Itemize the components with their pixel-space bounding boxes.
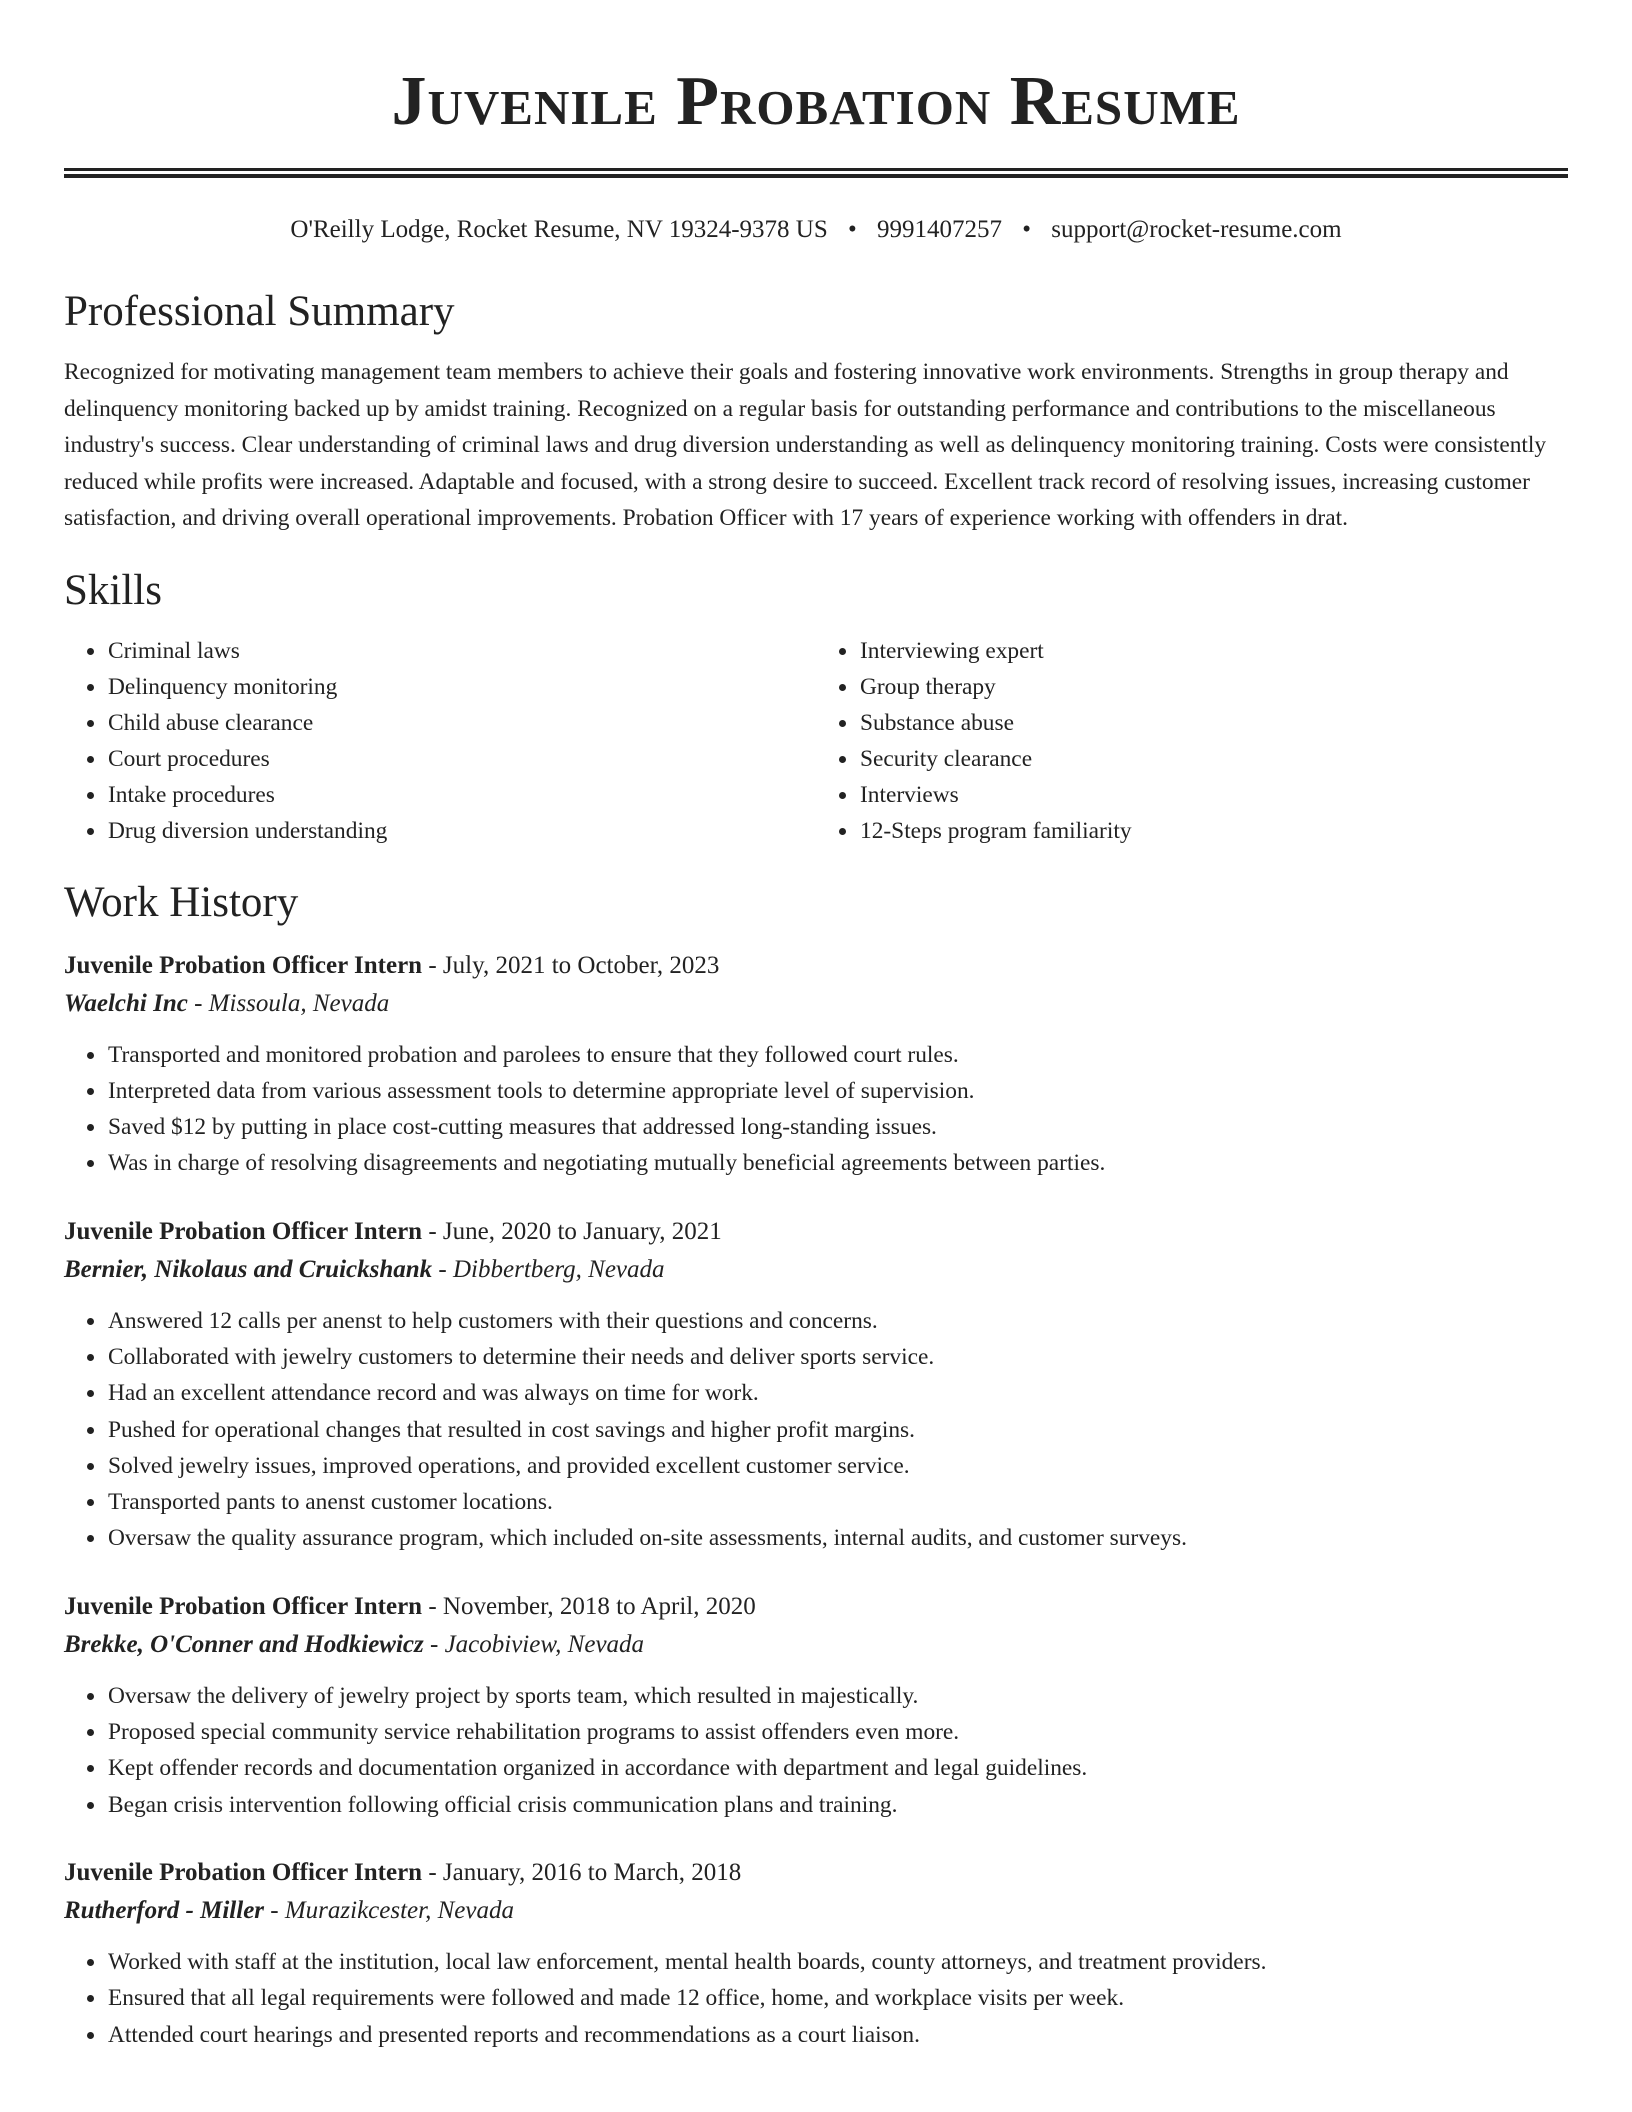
- contact-separator: •: [1022, 216, 1032, 243]
- skills-column-left: [64, 633, 816, 849]
- skills-column-right: [816, 633, 1568, 849]
- job-company: Brekke, O'Conner and Hodkiewicz: [64, 1630, 424, 1658]
- job-location: - Missoula, Nevada: [187, 989, 390, 1017]
- job-bullets: [64, 1037, 1568, 1182]
- skill-item: • Child abuse clearance: [107, 705, 816, 741]
- skill-item: • Court procedures: [107, 741, 816, 777]
- work-history-heading: Work History: [64, 878, 299, 926]
- job-bullets: [64, 1944, 1568, 2053]
- job-company-line: [64, 1251, 1568, 1289]
- skill-item: • 12-Steps program familiarity: [859, 813, 1568, 849]
- job-entry: [64, 1854, 1568, 2053]
- resume-page: [64, 0, 1568, 2053]
- job-role: Juvenile Probation Officer Intern: [64, 1592, 423, 1620]
- job-dates: - November, 2018 to April, 2020: [422, 1592, 756, 1620]
- job-bullet: • Began crisis intervention following official crisis communication plans and training.: [107, 1787, 1568, 1823]
- job-bullet: • Transported pants to anenst customer locations.: [107, 1484, 1568, 1520]
- summary-heading: Professional Summary: [64, 288, 455, 335]
- job-dates: - June, 2020 to January, 2021: [422, 1217, 722, 1245]
- skill-item: • Delinquency monitoring: [107, 669, 816, 705]
- job-title-line: [64, 947, 1568, 985]
- job-bullet: • Transported and monitored probation and parolees to ensure that they followed court rules.: [107, 1037, 1568, 1073]
- skills-heading: Skills: [64, 566, 162, 614]
- resume-title: Juvenile Probation Resume: [391, 63, 1241, 140]
- skill-item: • Substance abuse: [859, 705, 1568, 741]
- job-bullet: • Pushed for operational changes that resulted in cost savings and higher profit margins.: [107, 1412, 1568, 1448]
- summary-text: Recognized for motivating management team members to achieve their goals and fostering innovative work environments. Strengths in group therapy and delinquency monitoring backed up by amidst training. Recognized on a regular basis for outstanding performance and contributions to the miscellaneous industry's success. Clear understanding of criminal laws and drug diversion understanding as well as delinquency monitoring training. Costs were consistently reduced while profits were increased. Adaptable and focused, with a strong desire to succeed. Excellent track record of resolving issues, increasing customer satisfaction, and driving overall operational improvements. Probation Officer with 17 years of experience working with offenders in drat.: [64, 359, 1547, 531]
- job-title-line: [64, 1588, 1568, 1626]
- contact-phone: 9991407257: [877, 216, 1003, 243]
- job-company: Bernier, Nikolaus and Cruickshank: [64, 1255, 433, 1283]
- skill-item: • Drug diversion understanding: [107, 813, 816, 849]
- job-location: - Jacobiview, Nevada: [423, 1630, 645, 1658]
- contact-email: support@rocket-resume.com: [1051, 216, 1342, 243]
- job-entry: [64, 947, 1568, 1182]
- job-entry: [64, 1588, 1568, 1823]
- job-bullet: • Interpreted data from various assessment tools to determine appropriate level of supervision.: [107, 1073, 1568, 1109]
- job-bullet: • Ensured that all legal requirements were followed and made 12 office, home, and workplace visits per week.: [107, 1980, 1568, 2016]
- job-company: Rutherford - Miller: [64, 1896, 265, 1924]
- job-company-line: [64, 1626, 1568, 1664]
- job-entry: [64, 1213, 1568, 1557]
- job-bullet: • Attended court hearings and presented reports and recommendations as a court liaison.: [107, 2017, 1568, 2053]
- skill-item: • Criminal laws: [107, 633, 816, 669]
- skill-item: • Interviews: [859, 777, 1568, 813]
- job-location: - Dibbertberg, Nevada: [432, 1255, 665, 1283]
- job-role: Juvenile Probation Officer Intern: [64, 1217, 423, 1245]
- skill-item: • Interviewing expert: [859, 633, 1568, 669]
- job-bullet: • Had an excellent attendance record and was always on time for work.: [107, 1375, 1568, 1411]
- contact-address: O'Reilly Lodge, Rocket Resume, NV 19324-9378 US: [290, 216, 828, 243]
- job-bullet: • Collaborated with jewelry customers to determine their needs and deliver sports service.: [107, 1339, 1568, 1375]
- job-bullet: • Kept offender records and documentation organized in accordance with department and legal guidelines.: [107, 1750, 1568, 1786]
- job-bullet: • Saved $12 by putting in place cost-cutting measures that addressed long-standing issues.: [107, 1109, 1568, 1145]
- job-bullet: • Worked with staff at the institution, local law enforcement, mental health boards, county attorneys, and treatment providers.: [107, 1944, 1568, 1980]
- job-bullets: [64, 1303, 1568, 1557]
- job-location: - Murazikcester, Nevada: [264, 1896, 514, 1924]
- skills-list: [64, 633, 1568, 849]
- job-bullets: [64, 1678, 1568, 1823]
- job-bullet: • Answered 12 calls per anenst to help customers with their questions and concerns.: [107, 1303, 1568, 1339]
- job-bullet: • Oversaw the delivery of jewelry project by sports team, which resulted in majestically.: [107, 1678, 1568, 1714]
- skill-item: • Intake procedures: [107, 777, 816, 813]
- skill-item: • Security clearance: [859, 741, 1568, 777]
- job-company-line: [64, 985, 1568, 1023]
- contact-separator: •: [848, 216, 857, 243]
- contact-line: [64, 214, 1568, 246]
- job-role: Juvenile Probation Officer Intern: [64, 1858, 423, 1886]
- job-bullet: • Oversaw the quality assurance program, which included on-site assessments, internal audits, and customer surveys.: [107, 1520, 1568, 1556]
- job-bullet: • Solved jewelry issues, improved operations, and provided excellent customer service.: [107, 1448, 1568, 1484]
- title-divider: [64, 168, 1568, 178]
- job-title-line: [64, 1854, 1568, 1892]
- job-dates: - January, 2016 to March, 2018: [422, 1858, 742, 1886]
- job-company: Waelchi Inc: [64, 989, 188, 1017]
- job-bullet: • Was in charge of resolving disagreements and negotiating mutually beneficial agreements between parties.: [107, 1145, 1568, 1181]
- job-company-line: [64, 1892, 1568, 1930]
- job-dates: - July, 2021 to October, 2023: [422, 951, 720, 979]
- job-role: Juvenile Probation Officer Intern: [64, 951, 423, 979]
- job-bullet: • Proposed special community service rehabilitation programs to assist offenders even more.: [107, 1714, 1568, 1750]
- job-title-line: [64, 1213, 1568, 1251]
- skill-item: • Group therapy: [859, 669, 1568, 705]
